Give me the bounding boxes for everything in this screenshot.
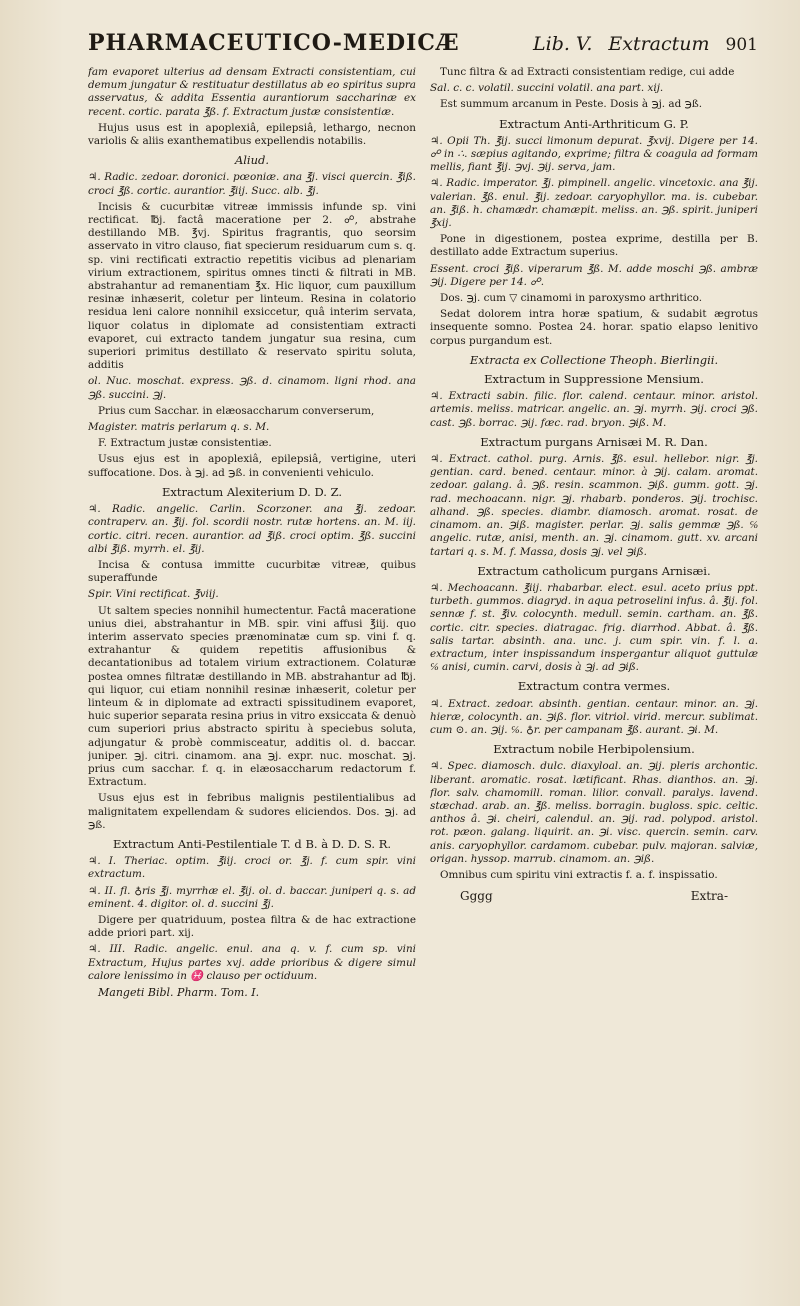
running-head-right bbox=[533, 33, 758, 55]
text-paragraph: Prius cum Sacchar. in elæosaccharum converserum, bbox=[98, 404, 375, 417]
left-column bbox=[88, 66, 416, 1296]
recipe-paragraph: ♃. Spec. diamosch. dulc. diaxyloal. an. ℈ij. pleris archontic. liberant. aromatic. rosat. lætificant. Rhas. dianthos. an. ℈j. flor. salv. chamomill. roman. lilior. convall. paralys. lavend. stæchad. arab. an. ℥ß. meliss. borragin. bugloss. spic. celtic. anthos â. ℈i. cheiri, calendul. an. ℈ij. rad. polypod. aristol. rot. pæon. galang. liquirit. an. ℈i. visc. quercin. semin. carv. anis. caryophyllor. cardamom. cubebar. pulv. majoran. salviæ, origan. hyssop. marrub. cinamom. an. ℈iß. bbox=[430, 760, 758, 865]
text-paragraph: Tunc filtra & ad Extracti consistentiam redige, cui adde bbox=[440, 66, 735, 78]
text-paragraph: Incisis & cucurbitæ vitreæ immissis infunde sp. vini rectificat. ℔j. factâ maceratione per 2. ☍, abstrahe destillando MB. ℥vj. Spiritus fragrantis, quo seorsim asservato in vitro clauso, fiat specierum residuarum cum s. q. sp. vini rectificati extractio repetitis vicibus ad plenariam virium extractionem, spiritus omnes tincti & filtrati in MB. abstrahantur ad remanentiam ℥x. Hic liquor, cum pauxillum resinæ inhæserit, coletur per linteum. Resina in colatorio residua leni calore nonnihil exsiccetur, quâ interim servata, liquor colatus in diplomate ad consistentiam extracti evaporet, cui extracto tandem jungatur sua resina, cum superiori primitus destillato & reservato spiritu soluta, additis bbox=[88, 200, 416, 372]
catchword: Extra- bbox=[690, 889, 728, 904]
section-heading: Extracta ex Collectione Theoph. Bierlingii. bbox=[469, 352, 719, 367]
text-paragraph: fam evaporet ulterius ad densam Extracti consistentiam, cui demum jungatur & restituatur destillatus ab eo spiritus supra asservatus, & addita Essentia aurantiorum saccharinæ ex recent. cortic. parata ℥ß. f. Extractum justæ consistentiæ. bbox=[88, 66, 416, 118]
recipe-paragraph: ♃. III. Radic. angelic. enul. ana q. v. f. cum sp. vini Extractum, Hujus partes xvj. adde prioribus & digere simul calore lenissimo in ♓ clauso per octiduum. bbox=[88, 943, 416, 982]
page-number: 901 bbox=[725, 35, 758, 55]
recipe-paragraph: ♃. Mechoacann. ℥iij. rhabarbar. elect. esul. aceto prius ppt. turbeth. gummos. diagryd. in aqua petroselini infus. â. ℥ij. fol. sennæ f. st. ℥iv. colocynth. medull. semin. cartham. an. ℥ß. cortic. citr. species. diatragac. frig. diarrhod. Abbat. â. ℥ß. salis tartar. absinth. ana. unc. j. cum spir. vin. f. l. a. extractum, inter inspissandum inspergantur aliquot guttulæ ℅ anisi, cumin. carvi, dosis à ℈j. ad ℈iß. bbox=[430, 581, 758, 674]
footer-note: Mangeti Bibl. Pharm. Tom. I. bbox=[98, 986, 260, 999]
section-heading: Extractum Anti-Arthriticum G. P. bbox=[499, 116, 689, 131]
recipe-paragraph: ♃. Radic. imperator. ℥j. pimpinell. angelic. vincetoxic. ana ℥ij. valerian. ℥ß. enul. ℥ij. zedoar. caryophyllor. ma. is. cubebar. an. ℥iß. h. chamædr. chamæpit. meliss. an. ℈ß. spirit. juniperi ℥xij. bbox=[430, 177, 758, 230]
section-heading: Extractum in Suppressione Mensium. bbox=[484, 372, 704, 387]
running-title: PHARMACEUTICO-MEDICÆ bbox=[88, 30, 460, 56]
recipe-paragraph: Magister. matris perlarum q. s. M. bbox=[88, 421, 270, 434]
book-number: Lib. V. bbox=[533, 33, 593, 55]
recipe-paragraph: Spir. Vini rectificat. ℥viij. bbox=[88, 588, 219, 601]
recipe-paragraph: ♃. Extracti sabin. filic. flor. calend. centaur. minor. aristol. artemis. meliss. matricar. angelic. an. ℈j. myrrh. ℈ij. croci ℈ß. cast. ℈ß. borrac. ℈ij. fæc. rad. bryon. ℈iß. M. bbox=[430, 390, 758, 429]
running-head bbox=[88, 30, 758, 62]
text-paragraph: Pone in digestionem, postea exprime, destilla per B. destillato adde Extractum superius. bbox=[430, 233, 758, 259]
signature-mark: Gggg bbox=[460, 889, 493, 904]
text-paragraph: Usus ejus est in apoplexiâ, epilepsiâ, vertigine, uteri suffocatione. Dos. à ℈j. ad ℈ß. in convenienti vehiculo. bbox=[88, 453, 416, 479]
section-heading: Extractum Anti-Pestilentiale T. d B. à D. D. S. R. bbox=[112, 836, 392, 851]
text-paragraph: Dos. ℈j. cum ▽ cinamomi in paroxysmo arthritico. bbox=[440, 292, 703, 305]
recipe-paragraph: ♃. Radic. zedoar. doronici. pœoniæ. ana ℥j. visci quercin. ℥iß. croci ℥ß. cortic. aurantior. ℥iij. Succ. alb. ℥j. bbox=[88, 171, 416, 197]
recipe-paragraph: ♃. Extract. zedoar. absinth. gentian. centaur. minor. an. ℈j. hieræ, colocynth. an. ℈iß. flor. vitriol. virid. mercur. sublimat. cum ⊙. an. ℈ij. ℅. ♁r. per campanam ℥ß. aurant. ℈i. M. bbox=[430, 697, 758, 736]
section-title: Extractum bbox=[608, 33, 710, 55]
text-paragraph: Est summum arcanum in Peste. Dosis à ℈j. ad ℈ß. bbox=[440, 98, 703, 111]
recipe-paragraph: ♃. Opii Th. ℥ij. succi limonum depurat. ℥xvij. Digere per 14. ☍ in ∴. sæpius agitando, exprime; filtra & coagula ad formam mellis, fiant ℥ij. ℈vj. ℈ij. serva, jam. bbox=[430, 134, 758, 174]
section-heading: Extractum contra vermes. bbox=[517, 679, 671, 694]
text-paragraph: Sedat dolorem intra horæ spatium, & sudabit ægrotus insequente somno. Postea 24. horar. spatio elapso lenitivo corpus purgandum est. bbox=[430, 308, 758, 347]
section-heading: Aliud. bbox=[234, 153, 270, 168]
section-heading: Extractum catholicum purgans Arnisæi. bbox=[477, 563, 711, 578]
text-paragraph: Incisa & contusa immitte cucurbitæ vitreæ, quibus superaffunde bbox=[88, 558, 416, 585]
text-paragraph: Digere per quatriduum, postea filtra & de hac extractione adde priori part. xij. bbox=[88, 913, 416, 940]
recipe-paragraph: Sal. c. c. volatil. succini volatil. ana part. xij. bbox=[430, 82, 664, 95]
recipe-paragraph: ol. Nuc. moschat. express. ℈ß. d. cinamom. ligni rhod. ana ℈ß. succini. ℈j. bbox=[88, 375, 416, 401]
section-heading: Extractum Alexiterium D. D. Z. bbox=[161, 484, 343, 499]
text-paragraph: F. Extractum justæ consistentiæ. bbox=[98, 437, 272, 450]
recipe-paragraph: ♃. I. Theriac. optim. ℥iij. croci or. ℥j. f. cum spir. vini extractum. bbox=[88, 855, 416, 881]
recipe-paragraph: ♃. II. fl. ♁ris ℥j. myrrhæ el. ℥ij. ol. d. baccar. juniperi q. s. ad eminent. 4. digitor. ol. d. succini ℥j. bbox=[88, 884, 416, 910]
section-heading: Extractum purgans Arnisæi M. R. Dan. bbox=[480, 434, 708, 449]
text-paragraph: Hujus usus est in apoplexiâ, epilepsiâ, lethargo, necnon variolis & aliis exanthematibus expellendis notabilis. bbox=[88, 121, 416, 148]
right-column bbox=[430, 66, 758, 1296]
text-columns bbox=[88, 66, 758, 1296]
text-paragraph: Omnibus cum spiritu vini extractis f. a. f. inspissatio. bbox=[440, 868, 718, 881]
section-heading: Extractum nobile Herbipolensium. bbox=[493, 742, 695, 757]
recipe-paragraph: ♃. Extract. cathol. purg. Arnis. ℥ß. esul. hellebor. nigr. ℥j. gentian. card. bened. centaur. minor. à ℈ij. calam. aromat. zedoar. galang. â. ℈ß. resin. scammon. ℈iß. gumm. gott. ℈j. rad. mechoacann. nigr. ℈j. rhabarb. ponderos. ℈ij. trochisc. alhand. ℈ß. species. diambr. diamosch. aromat. rosat. de cinamom. an. ℈iß. magister. perlar. ℈j. salis gemmæ ℈ß. ℅ angelic. rutæ, anisi, menth. an. ℈j. cinamom. gutt. xv. arcani tartari q. s. M. f. Massa, dosis ℈j. vel ℈iß. bbox=[430, 453, 758, 558]
text-paragraph: Ut saltem species nonnihil humectentur. Factâ maceratione unius diei, abstrahantur in MB. spir. vini affusi ℥iij. quo interim asservato species prænominatæ cum sp. vini f. q. extrahantur & quidem repetitis affusionibus & decantationibus ad totalem virium extractionem. Colaturæ postea omnes filtratæ destillando in MB. abstrahantur ad ℔j. qui liquor, cui etiam nonnihil resinæ inhæserit, coletur per linteum & in diplomate ad extracti spissitudinem evaporet, huic superior separata resina prius in vitro exsiccata & denuò cum superiori prius abstracto spiritu à speciebus soluta, adjungatur & probè commisceatur, additis ol. d. baccar. juniper. ℈j. citri. cinamom. ana ℈j. expr. nuc. moschat. ℈j. prius cum sacchar. f. q. in elæosaccharum redactorum f. Extractum. bbox=[88, 604, 416, 789]
page-footer bbox=[430, 890, 758, 903]
recipe-paragraph: Essent. croci ℥iß. viperarum ℥ß. M. adde moschi ℈ß. ambræ ℈ij. Digere per 14. ☍. bbox=[430, 262, 758, 288]
recipe-paragraph: ♃. Radic. angelic. Carlin. Scorzoner. ana ℥j. zedoar. contraperv. an. ℥ij. fol. scordii nostr. rutæ hortens. an. M. iij. cortic. citri. recen. aurantior. ad ℥iß. croci optim. ℥ß. succini albi ℥iß. myrrh. el. ℥ij. bbox=[88, 503, 416, 555]
text-paragraph: Usus ejus est in febribus malignis pestilentialibus ad malignitatem expellendam & sudores eliciendos. Dos. ℈j. ad ℈ß. bbox=[88, 792, 416, 831]
right-column-body bbox=[430, 66, 758, 882]
